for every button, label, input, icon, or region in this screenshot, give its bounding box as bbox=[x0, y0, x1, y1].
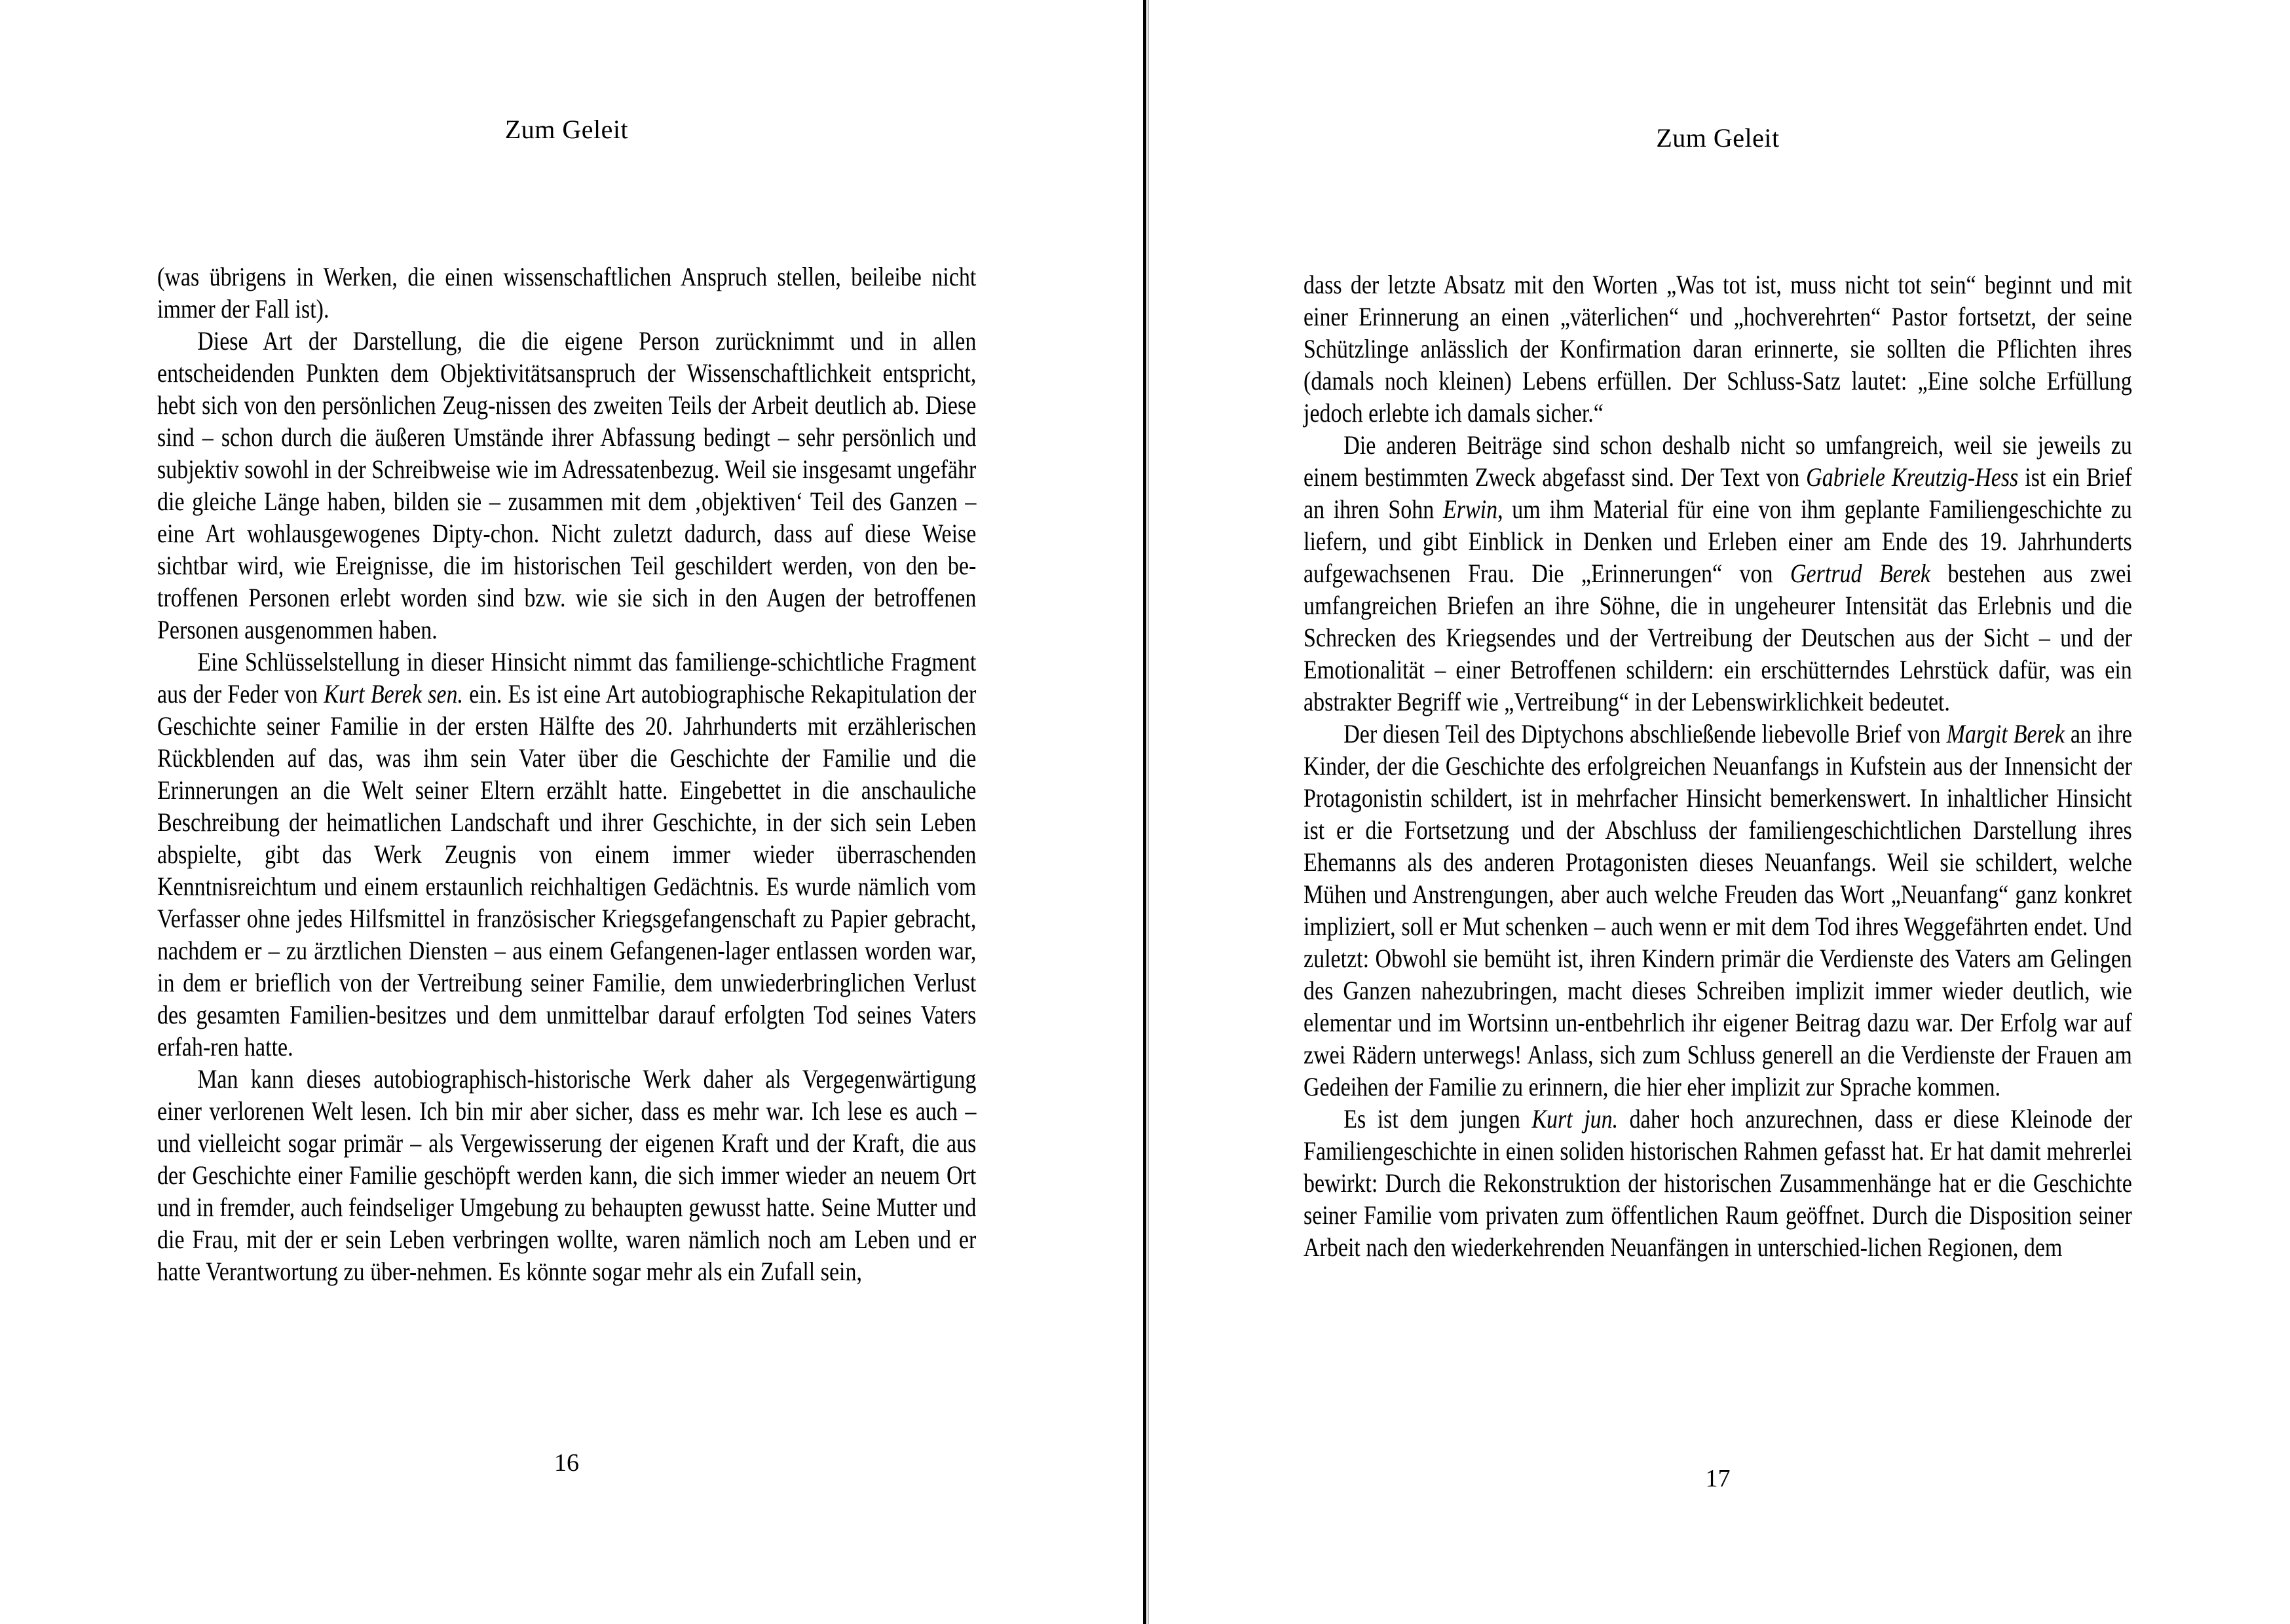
paragraph bbox=[1304, 429, 2132, 718]
running-header-left: Zum Geleit bbox=[504, 115, 629, 144]
paragraph bbox=[1304, 718, 2132, 1103]
italic-text-segment: Kurt Berek sen. bbox=[324, 679, 464, 709]
italic-text-segment: Gabriele Kreutzig-Hess bbox=[1806, 462, 2019, 492]
italic-text-segment: Kurt jun. bbox=[1531, 1104, 1619, 1134]
text-segment: bestehen aus zwei umfangreichen Briefen an ihre Söhne, die in ungeheurer Intensität das Erlebnis und die Schrecken des Kriegsendes und der Vertreibung der Deutschen aus der Sicht – und der Emotionalität – einer Betroffenen schildern: ein erschütterndes Lehrstück dafür, was ein abstrakter Begriff wie „Vertreibung“ in der Lebenswirklichkeit bedeutet. bbox=[1304, 559, 2132, 716]
paragraph bbox=[1304, 1103, 2132, 1263]
page-17 bbox=[1145, 0, 2290, 1624]
text-segment: an ihre Kinder, der die Geschichte des erfolgreichen Neuanfangs in Kufstein aus der Innensicht der Protagonistin schildert, ist in mehrfacher Hinsicht bemerkenswert. In inhaltlicher Hinsicht ist er die Fortsetzung und der Abschluss der familiengeschichtlichen Darstellung ihres Ehemanns als des anderen Protagonisten dieses Neuanfangs. Weil sie schildert, welche Mühen und Anstrengungen, aber auch welche Freuden das Wort „Neuanfang“ ganz konkret impliziert, soll er Mut schenken – auch wenn er mit dem Tod ihres Weggefährten endet. Und zuletzt: Obwohl sie bemüht ist, ihren Kindern primär die Verdienste des Vaters am Gelingen des Ganzen nahezubringen, macht dieses Schreiben implizit immer wieder deutlich, wie elementar und im Wortsinn un-entbehrlich ihr eigener Beitrag dazu war. Der Erfolg war auf zwei Rädern unterwegs! Anlass, sich zum Schluss generell an die Verdienste der Frauen am Gedeihen der Familie zu erinnern, die hier eher implizit zur Sprache kommen. bbox=[1304, 719, 2132, 1101]
text-segment: Diese Art der Darstellung, die die eigene Person zurücknimmt und in allen entscheidenden Punkten dem Objektivitätsanspruch der Wissenschaftlichkeit entspricht, hebt sich von den persönlichen Zeug-nissen des zweiten Teils der Arbeit deutlich ab. Diese sind – schon durch die äußeren Umstände ihrer Abfassung bedingt – sehr persönlich und subjektiv sowohl in der Schreibweise wie im Adressatenbezug. Weil sie insgesamt ungefähr die gleiche Länge haben, bilden sie – zusammen mit dem ‚objektiven‘ Teil des Ganzen – eine Art wohlausgewogenes Dipty-chon. Nicht zuletzt dadurch, dass auf diese Weise sichtbar wird, wie Ereignisse, die im historischen Teil geschildert werden, von den be-troffenen Personen erlebt worden sind bzw. wie sie sich in den Augen der betroffenen Personen ausgenommen haben. bbox=[157, 326, 977, 644]
text-segment: ist ein Brief an ihren Sohn bbox=[1304, 462, 2132, 524]
italic-text-segment: Erwin bbox=[1442, 494, 1498, 524]
text-segment: (was übrigens in Werken, die einen wissenschaftlichen Anspruch stellen, beileibe nicht immer der Fall ist). bbox=[157, 262, 977, 323]
text-segment: Die anderen Beiträge sind schon deshalb nicht so umfangreich, weil sie jeweils zu einem bestimmten Zweck abgefasst sind. Der Text von bbox=[1304, 430, 2132, 492]
text-segment: Man kann dieses autobiographisch-historische Werk daher als Vergegenwärtigung einer verlorenen Welt lesen. Ich bin mir aber sicher, dass es mehr war. Ich lese es auch – und vielleicht sogar primär – als Vergewisserung der eigenen Kraft und der Kraft, die aus der Geschichte einer Familie geschöpft werden kann, die sich immer wieder an neuem Ort und in fremder, auch feindseliger Umgebung zu behaupten gewusst hatte. Seine Mutter und die Frau, mit der er sein Leben verbringen wollte, waren nämlich noch am Leben und er hatte Verantwortung zu über-nehmen. Es könnte sogar mehr als ein Zufall sein, bbox=[157, 1064, 977, 1286]
paragraph bbox=[1304, 268, 2132, 429]
running-header-right: Zum Geleit bbox=[1656, 123, 1780, 153]
paragraph bbox=[157, 261, 976, 325]
page-number-16: 16 bbox=[554, 1449, 579, 1477]
text-segment: Der diesen Teil des Diptychons abschließende liebevolle Brief von bbox=[1343, 719, 1947, 748]
text-segment: Es ist dem jungen bbox=[1343, 1104, 1532, 1134]
page-17-textblock bbox=[1304, 268, 2132, 1263]
text-segment: ein. Es ist eine Art autobiographische Rekapitulation der Geschichte seiner Familie in der ersten Hälfte des 20. Jahrhunderts mit erzählerischen Rückblenden auf das, was ihm sein Vater über die Geschichte der Familie und die Erinnerungen an die Welt seiner Eltern erzählt hatte. Eingebettet in die anschauliche Beschreibung der heimatlichen Landschaft und ihrer Geschichte, in der sich sein Leben abspielte, gibt das Werk Zeugnis von einem immer wieder überraschenden Kenntnisreichtum und einem erstaunlich reichhaltigen Gedächtnis. Es wurde nämlich vom Verfasser ohne jedes Hilfsmittel in französischer Kriegsgefangenschaft zu Papier gebracht, nachdem er – zu ärztlichen Diensten – aus einem Gefangenen-lager entlassen worden war, in dem er brieflich von der Vertreibung seiner Familie, dem unwiederbringlichen Verlust des gesamten Familien-besitzes und dem unmittelbar darauf erfolgten Tod seines Vaters erfah-ren hatte. bbox=[157, 679, 977, 1061]
page-16-textblock bbox=[157, 261, 976, 1287]
page-number-17: 17 bbox=[1705, 1465, 1731, 1492]
italic-text-segment: Margit Berek bbox=[1946, 719, 2065, 748]
text-segment: dass der letzte Absatz mit den Worten „Was tot ist, muss nicht tot sein“ beginnt und mit einer Erinnerung an einen „väterlichen“ und „hochverehrten“ Pastor fortsetzt, der seine Schützlinge anlässlich der Konfirmation daran erinnerte, sie sollten die Pflichten ihres (damals noch kleinen) Lebens erfüllen. Der Schluss-Satz lautet: „Eine solche Erfüllung jedoch erlebte ich damals sicher.“ bbox=[1304, 270, 2132, 428]
paragraph bbox=[157, 325, 976, 646]
italic-text-segment: Gertrud Berek bbox=[1790, 559, 1931, 588]
paragraph bbox=[157, 646, 976, 1063]
paragraph bbox=[157, 1063, 976, 1287]
text-segment: , um ihm Material für eine von ihm geplante Familiengeschichte zu liefern, und gibt Einblick in Denken und Erleben einer am Ende des 19. Jahrhunderts aufgewachsenen Frau. Die „Erinnerungen“ von bbox=[1304, 494, 2132, 588]
text-segment: Eine Schlüsselstellung in dieser Hinsicht nimmt das familienge-schichtliche Fragment aus der Feder von bbox=[157, 647, 977, 709]
text-segment: daher hoch anzurechnen, dass er diese Kleinode der Familiengeschichte in einen soliden historischen Rahmen gefasst hat. Er hat damit mehrerlei bewirkt: Durch die Rekonstruktion der historischen Zusammenhänge hat er die Geschichte seiner Familie vom privaten zum öffentlichen Raum geöffnet. Durch die Disposition seiner Arbeit nach den wiederkehrenden Neuanfängen in unterschied-lichen Regionen, dem bbox=[1304, 1104, 2132, 1262]
